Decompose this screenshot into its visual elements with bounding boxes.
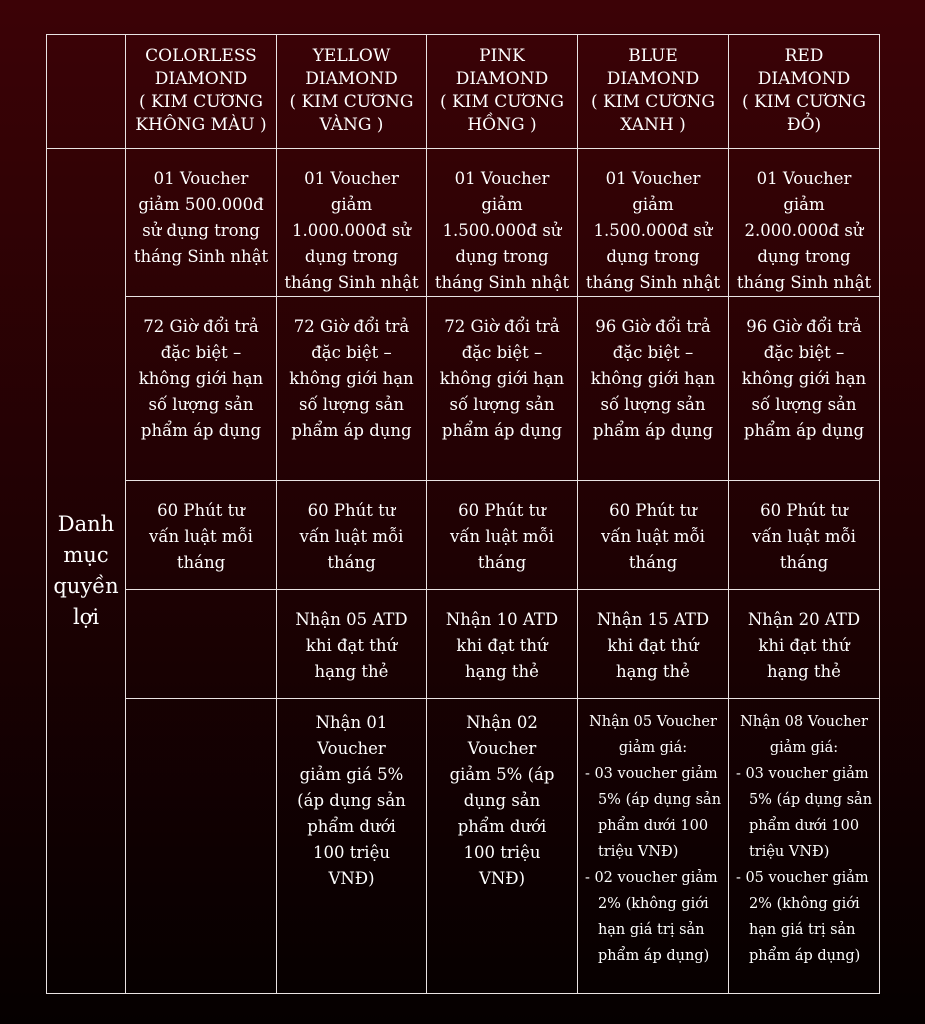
- cell-birthday-pink: 01 Voucher giảm 1.500.000đ sử dụng trong tháng Sinh nhật: [427, 149, 578, 297]
- cell-return-colorless: 72 Giờ đổi trả đặc biệt – không giới hạn số lượng sản phẩm áp dụng: [126, 297, 277, 481]
- benefits-table-frame: [46, 34, 880, 994]
- row-discount-vouchers: [47, 699, 880, 994]
- cell-legal-red: 60 Phút tư vấn luật mỗi tháng: [729, 481, 880, 590]
- header-corner-cell: [47, 35, 126, 149]
- header-blue: BLUE DIAMOND ( KIM CƯƠNG XANH ): [578, 35, 729, 149]
- cell-legal-blue: 60 Phút tư vấn luật mỗi tháng: [578, 481, 729, 590]
- header-red: RED DIAMOND ( KIM CƯƠNG ĐỎ): [729, 35, 880, 149]
- discount-blue-item-1: - 03 voucher giảm 5% (áp dụng sản phẩm dưới 100 triệu VNĐ) - 02 voucher giảm 2% (không giới hạn giá trị sản phẩm áp dụng): [584, 766, 722, 964]
- cell-discount-red: Nhận 08 Voucher giảm giá: - 03 voucher giảm 5% (áp dụng sản phẩm dưới 100 triệu VNĐ) - 05 voucher giảm 2% (không giới hạn giá trị sản phẩm áp dụng): [729, 699, 880, 994]
- cell-birthday-colorless: 01 Voucher giảm 500.000đ sử dụng trong tháng Sinh nhật: [126, 149, 277, 297]
- cell-birthday-red: 01 Voucher giảm 2.000.000đ sử dụng trong tháng Sinh nhật: [729, 149, 880, 297]
- cell-discount-blue: Nhận 05 Voucher giảm giá: - 03 voucher giảm 5% (áp dụng sản phẩm dưới 100 triệu VNĐ) - 02 voucher giảm 2% (không giới hạn giá trị sản phẩm áp dụng): [578, 699, 729, 994]
- discount-red-item-1: - 03 voucher giảm 5% (áp dụng sản phẩm dưới 100 triệu VNĐ) - 05 voucher giảm 2% (không giới hạn giá trị sản phẩm áp dụng): [735, 766, 873, 964]
- cell-atd-red: Nhận 20 ATD khi đạt thứ hạng thẻ: [729, 590, 880, 699]
- cell-discount-yellow: Nhận 01 Voucher giảm giá 5% (áp dụng sản phẩm dưới 100 triệu VNĐ): [277, 699, 427, 994]
- row-return-policy: [47, 297, 880, 481]
- cell-return-yellow: 72 Giờ đổi trả đặc biệt – không giới hạn số lượng sản phẩm áp dụng: [277, 297, 427, 481]
- cell-legal-pink: 60 Phút tư vấn luật mỗi tháng: [427, 481, 578, 590]
- row-birthday-voucher: [47, 149, 880, 297]
- cell-atd-yellow: Nhận 05 ATD khi đạt thứ hạng thẻ: [277, 590, 427, 699]
- header-pink: PINK DIAMOND ( KIM CƯƠNG HỒNG ): [427, 35, 578, 149]
- row-atd-reward: [47, 590, 880, 699]
- header-row: [47, 35, 880, 149]
- cell-discount-colorless-empty: [126, 699, 277, 994]
- cell-return-pink: 72 Giờ đổi trả đặc biệt – không giới hạn số lượng sản phẩm áp dụng: [427, 297, 578, 481]
- cell-return-blue: 96 Giờ đổi trả đặc biệt – không giới hạn số lượng sản phẩm áp dụng: [578, 297, 729, 481]
- cell-atd-pink: Nhận 10 ATD khi đạt thứ hạng thẻ: [427, 590, 578, 699]
- benefits-table: [46, 34, 880, 994]
- cell-return-red: 96 Giờ đổi trả đặc biệt – không giới hạn số lượng sản phẩm áp dụng: [729, 297, 880, 481]
- cell-birthday-yellow: 01 Voucher giảm 1.000.000đ sử dụng trong tháng Sinh nhật: [277, 149, 427, 297]
- cell-atd-colorless-empty: [126, 590, 277, 699]
- header-colorless: COLORLESS DIAMOND ( KIM CƯƠNG KHÔNG MÀU ): [126, 35, 277, 149]
- row-label-benefit-category: Danh mục quyền lợi: [47, 149, 126, 994]
- cell-legal-colorless: 60 Phút tư vấn luật mỗi tháng: [126, 481, 277, 590]
- header-yellow: YELLOW DIAMOND ( KIM CƯƠNG VÀNG ): [277, 35, 427, 149]
- cell-legal-yellow: 60 Phút tư vấn luật mỗi tháng: [277, 481, 427, 590]
- row-legal-consulting: [47, 481, 880, 590]
- cell-atd-blue: Nhận 15 ATD khi đạt thứ hạng thẻ: [578, 590, 729, 699]
- cell-discount-pink: Nhận 02 Voucher giảm 5% (áp dụng sản phẩm dưới 100 triệu VNĐ): [427, 699, 578, 994]
- cell-birthday-blue: 01 Voucher giảm 1.500.000đ sử dụng trong tháng Sinh nhật: [578, 149, 729, 297]
